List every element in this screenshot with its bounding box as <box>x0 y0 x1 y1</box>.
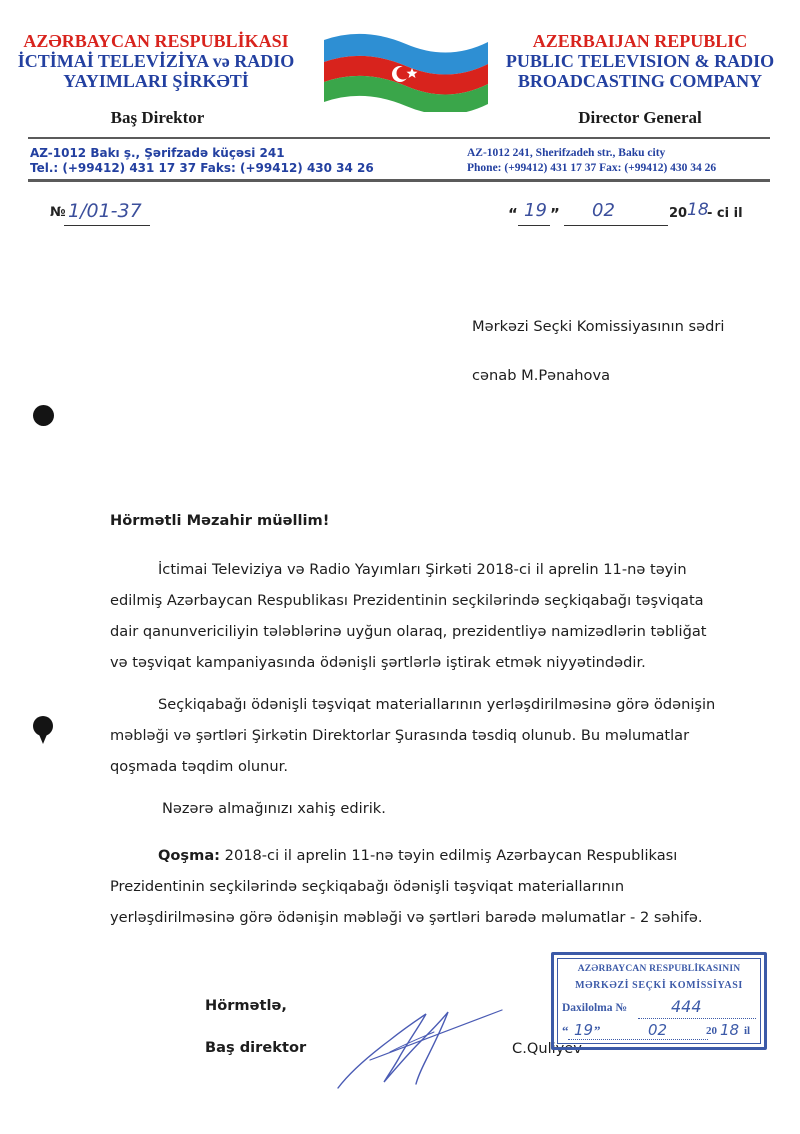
paragraph-1-line-3: dair qanunvericiliyin tələblərinə uyğun olaraq, prezidentliyə namizədlərin təbliğat <box>110 623 707 640</box>
header-left-line2: İCTİMAİ TELEVİZİYA və RADIO <box>17 51 295 71</box>
stamp-received-label: Daxilolma № <box>562 1002 627 1014</box>
attachment-line-3: yerləşdirilməsinə görə ödənişin məbləği və şərtləri barədə məlumatlar - 2 səhifə. <box>110 909 703 926</box>
attachment-line-1 <box>158 840 742 871</box>
reference-date-month: 02 <box>592 200 615 221</box>
reference-date-close-quote: ” <box>550 205 560 223</box>
stamp-date-open-quote: “ <box>562 1023 569 1038</box>
paragraph-1-line-2: edilmiş Azərbaycan Respublikası Prezidentinin seçkilərində seçkiqabağı təşviqata <box>110 592 704 609</box>
header-right-line2: PUBLIC TELEVISION & RADIO <box>505 51 775 71</box>
stamp-date-suffix: il <box>744 1025 751 1037</box>
azerbaijan-flag-emblem <box>320 22 492 112</box>
stamp-date-day: 19 <box>574 1021 594 1039</box>
received-stamp <box>551 952 767 1050</box>
reference-no-value: 1/01-37 <box>68 200 142 222</box>
stamp-no-underline <box>638 1018 756 1020</box>
stamp-date-month: 02 <box>648 1021 668 1039</box>
paragraph-2-line-2: məbləği və şərtləri Şirkətin Direktorlar Şurasında təsdiq olunub. Bu məlumatlar <box>110 727 690 744</box>
reference-no-label: № <box>50 205 66 220</box>
header-right-line1: AZERBAIJAN REPUBLIC <box>532 31 748 51</box>
header-rule-top <box>28 137 770 139</box>
header-right-address: AZ-1012 241, Sherifzadeh str., Baku city <box>467 147 666 159</box>
attachment-label: Qoşma: <box>158 847 221 864</box>
header-rule-bottom <box>28 179 770 182</box>
stamp-line1: AZƏRBAYCAN RESPUBLİKASININ <box>577 964 741 974</box>
paragraph-2-line-3: qoşmada təqdim olunur. <box>110 758 288 775</box>
paragraph-1-line-4: və təşviqat kampaniyasında ödənişli şərtlərlə iştirak etmək niyyətindədir. <box>110 654 646 671</box>
reference-date-open-quote: “ <box>508 205 518 223</box>
header-left-address: AZ-1012 Bakı ş., Şərifzadə küçəsi 241 <box>30 146 285 160</box>
closing-position: Baş direktor <box>205 1039 307 1056</box>
attachment-line-1-text: 2018-ci il aprelin 11-nə təyin edilmiş Azərbaycan Respublikası <box>220 847 678 864</box>
closing-regards: Hörmətlə, <box>205 997 287 1014</box>
reference-no-underline <box>64 225 150 226</box>
reference-year-prefix: 20 <box>669 206 688 221</box>
stamp-date-underline <box>568 1039 708 1041</box>
hole-punch-mark-tear <box>38 732 48 744</box>
stamp-date-close-quote: ” <box>594 1023 601 1038</box>
header-left-line1: AZƏRBAYCAN RESPUBLİKASI <box>23 31 289 51</box>
reference-day-underline <box>518 225 550 226</box>
stamp-year-suffix: 18 <box>720 1021 740 1039</box>
header-left-phone: Tel.: (+99412) 431 17 37 Faks: (+99412) 430 34 26 <box>30 161 374 175</box>
paragraph-2-line-1: Seçkiqabağı ödənişli təşviqat materiallarının yerləşdirilməsinə görə ödənişin <box>158 696 716 713</box>
header-right-line3: BROADCASTING COMPANY <box>517 71 763 91</box>
header-left-line3: YAYIMLARI ŞİRKƏTİ <box>63 71 249 91</box>
hole-punch-mark-top <box>33 405 54 426</box>
stamp-received-no: 444 <box>671 997 702 1016</box>
addressee-line2: cənab M.Pənahova <box>472 367 611 384</box>
reference-month-underline <box>564 225 668 226</box>
header-right-phone: Phone: (+99412) 431 17 37 Fax: (+99412) 430 34 26 <box>467 162 717 174</box>
attachment-line-2: Prezidentinin seçkilərində seçkiqabağı ödənişli təşviqat materiallarının <box>110 878 625 895</box>
reference-date-suffix: - ci il <box>707 206 743 221</box>
closing-name: C.Quliyev <box>512 1040 582 1057</box>
reference-date-day: 19 <box>524 200 547 221</box>
addressee-line1: Mərkəzi Seçki Komissiyasının sədri <box>472 318 725 335</box>
header-right-title: Director General <box>578 108 702 127</box>
header-left-title: Baş Direktor <box>110 108 205 127</box>
paragraph-1-line-1: İctimai Televiziya və Radio Yayımları Şirkəti 2018-ci il aprelin 11-nə təyin <box>158 561 687 578</box>
stamp-line2: MƏRKƏZİ SEÇKİ KOMİSSİYASI <box>575 980 743 991</box>
reference-year-suffix: 18 <box>687 200 709 220</box>
paragraph-3: Nəzərə almağınızı xahiş edirik. <box>162 800 386 817</box>
letter-greeting: Hörmətli Məzahir müəllim! <box>110 512 330 529</box>
handwritten-signature <box>330 1000 505 1095</box>
stamp-year-prefix: 20 <box>706 1025 717 1037</box>
